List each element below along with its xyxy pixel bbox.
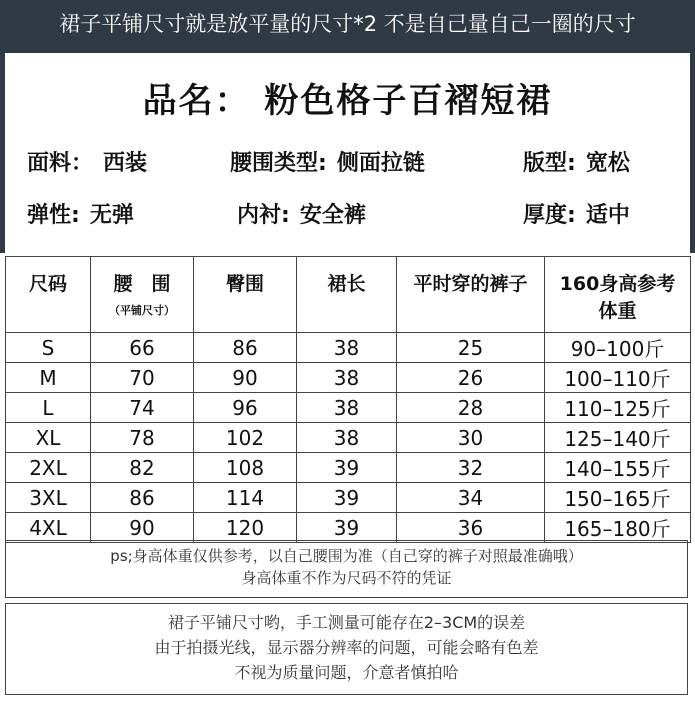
table-cell: 26 bbox=[397, 363, 545, 393]
column-header-waist: 腰 围 （平铺尺寸） bbox=[91, 257, 194, 333]
product-name: 品名： 粉色格子百褶短裙 bbox=[142, 81, 553, 121]
attr-value: 适中 bbox=[585, 203, 630, 228]
table-cell: 30 bbox=[397, 423, 545, 453]
table-row bbox=[6, 453, 691, 483]
table-row bbox=[6, 363, 691, 393]
column-header-length: 裙长 bbox=[297, 257, 397, 333]
table-cell: 39 bbox=[297, 483, 397, 513]
table-cell: S bbox=[6, 333, 91, 363]
table-cell: 82 bbox=[91, 453, 194, 483]
table-cell: 165–180斤 bbox=[545, 513, 691, 543]
table-cell: 102 bbox=[194, 423, 297, 453]
table-cell: 86 bbox=[194, 333, 297, 363]
disclaimer-line: 裙子平铺尺寸哟，手工测量可能存在2–3CM的误差 bbox=[167, 613, 526, 632]
table-row bbox=[6, 393, 691, 423]
table-cell: 38 bbox=[297, 363, 397, 393]
attr-label: 面料： bbox=[27, 151, 94, 176]
disclaimer-line: 不视为质量问题，介意者慎拍哈 bbox=[234, 663, 459, 682]
header-band bbox=[0, 0, 695, 253]
size-note-box bbox=[5, 540, 688, 598]
table-cell: L bbox=[6, 393, 91, 423]
product-info-box bbox=[5, 53, 690, 253]
table-cell: 34 bbox=[397, 483, 545, 513]
table-cell: 78 bbox=[91, 423, 194, 453]
column-header-size: 尺码 bbox=[6, 257, 91, 333]
disclaimer-line: 由于拍摄光线，显示器分辨率的问题，可能会略有色差 bbox=[154, 638, 539, 657]
table-row bbox=[6, 423, 691, 453]
column-header-weight: 160身高参考体重 bbox=[545, 257, 691, 333]
table-cell: 96 bbox=[194, 393, 297, 423]
table-cell: 39 bbox=[297, 453, 397, 483]
measurement-note: 裙子平铺尺寸就是放平量的尺寸*2 不是自己量自己一圈的尺寸 bbox=[59, 12, 636, 36]
attr-value: 西装 bbox=[103, 151, 148, 176]
table-row bbox=[6, 333, 691, 363]
table-cell: 140–155斤 bbox=[545, 453, 691, 483]
column-subheader: （平铺尺寸） bbox=[109, 304, 175, 317]
table-cell: 108 bbox=[194, 453, 297, 483]
table-cell: 4XL bbox=[6, 513, 91, 543]
table-cell: 38 bbox=[297, 393, 397, 423]
note-line: 身高体重不作为尺码不符的凭证 bbox=[241, 569, 452, 587]
table-row bbox=[6, 483, 691, 513]
table-cell: 36 bbox=[397, 513, 545, 543]
table-cell: 25 bbox=[397, 333, 545, 363]
table-cell: 150–165斤 bbox=[545, 483, 691, 513]
table-cell: 38 bbox=[297, 423, 397, 453]
attr-fit bbox=[523, 146, 630, 177]
table-cell: 120 bbox=[194, 513, 297, 543]
table-cell: 90 bbox=[91, 513, 194, 543]
table-cell: 100–110斤 bbox=[545, 363, 691, 393]
column-header-hip: 臀围 bbox=[194, 257, 297, 333]
table-cell: 66 bbox=[91, 333, 194, 363]
table-cell: M bbox=[6, 363, 91, 393]
attr-value: 无弹 bbox=[89, 203, 134, 228]
table-cell: 125–140斤 bbox=[545, 423, 691, 453]
table-cell: 86 bbox=[91, 483, 194, 513]
table-cell: 39 bbox=[297, 513, 397, 543]
table-cell: 90–100斤 bbox=[545, 333, 691, 363]
disclaimer-box bbox=[5, 603, 688, 695]
attr-value: 侧面拉链 bbox=[336, 151, 425, 176]
size-table-header-row bbox=[6, 257, 691, 333]
attr-label: 厚度: bbox=[523, 203, 576, 228]
size-table bbox=[5, 256, 691, 543]
table-cell: 90 bbox=[194, 363, 297, 393]
table-cell: 114 bbox=[194, 483, 297, 513]
attr-lining bbox=[237, 198, 366, 229]
table-cell: XL bbox=[6, 423, 91, 453]
attr-value: 宽松 bbox=[585, 151, 630, 176]
table-cell: 2XL bbox=[6, 453, 91, 483]
note-line: ps;身高体重仅供参考，以自己腰围为准（自己穿的裤子对照最准确哦） bbox=[110, 547, 583, 565]
attr-label: 腰围类型: bbox=[230, 151, 327, 176]
attr-elasticity bbox=[27, 198, 134, 229]
table-cell: 110–125斤 bbox=[545, 393, 691, 423]
attr-fabric bbox=[27, 146, 147, 177]
attr-label: 弹性: bbox=[27, 203, 80, 228]
table-cell: 28 bbox=[397, 393, 545, 423]
column-header-pants: 平时穿的裤子 bbox=[397, 257, 545, 333]
table-cell: 74 bbox=[91, 393, 194, 423]
table-cell: 3XL bbox=[6, 483, 91, 513]
size-table-body bbox=[6, 333, 691, 543]
table-cell: 70 bbox=[91, 363, 194, 393]
attr-thickness bbox=[523, 198, 630, 229]
attr-waist-type bbox=[230, 146, 425, 177]
table-cell: 32 bbox=[397, 453, 545, 483]
attr-label: 内衬: bbox=[237, 203, 290, 228]
attr-value: 安全裤 bbox=[299, 203, 366, 228]
table-row bbox=[6, 513, 691, 543]
attr-label: 版型: bbox=[523, 151, 576, 176]
table-cell: 38 bbox=[297, 333, 397, 363]
